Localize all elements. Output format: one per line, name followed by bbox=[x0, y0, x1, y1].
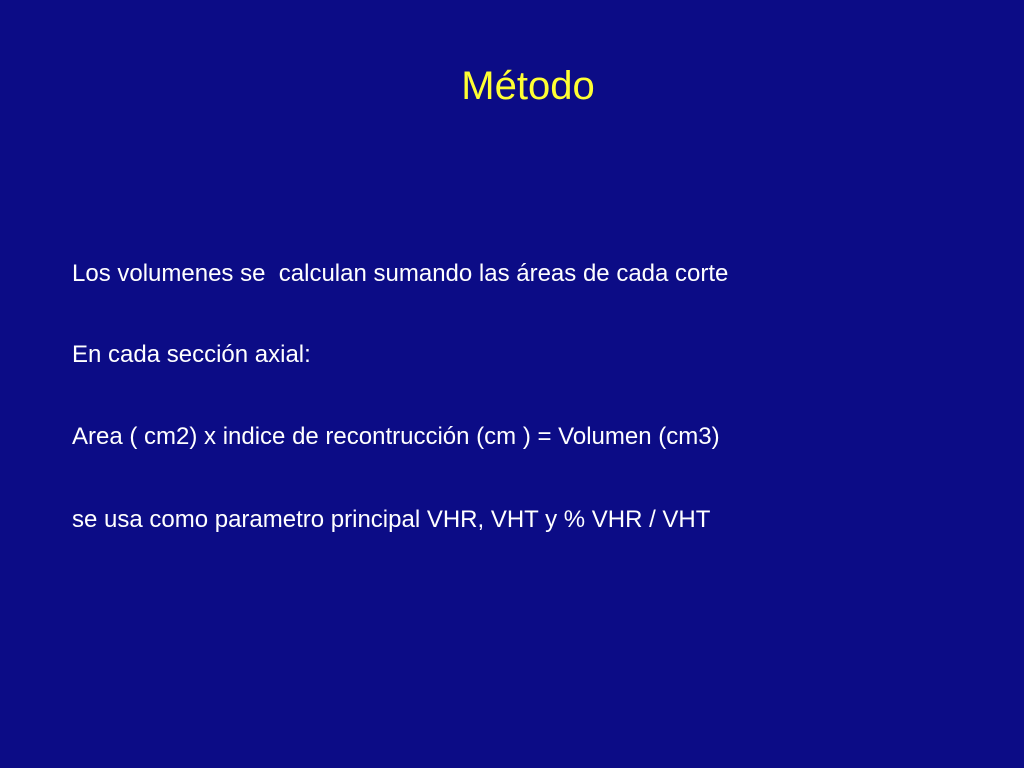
body-line-2: En cada sección axial: bbox=[72, 341, 311, 368]
body-line-1: Los volumenes se calculan sumando las áreas de cada corte bbox=[72, 260, 729, 287]
body-line-3: Area ( cm2) x indice de recontrucción (cm ) = Volumen (cm3) bbox=[72, 423, 720, 450]
body-line-4: se usa como parametro principal VHR, VHT y % VHR / VHT bbox=[72, 506, 711, 533]
slide-title: Método bbox=[461, 64, 595, 108]
